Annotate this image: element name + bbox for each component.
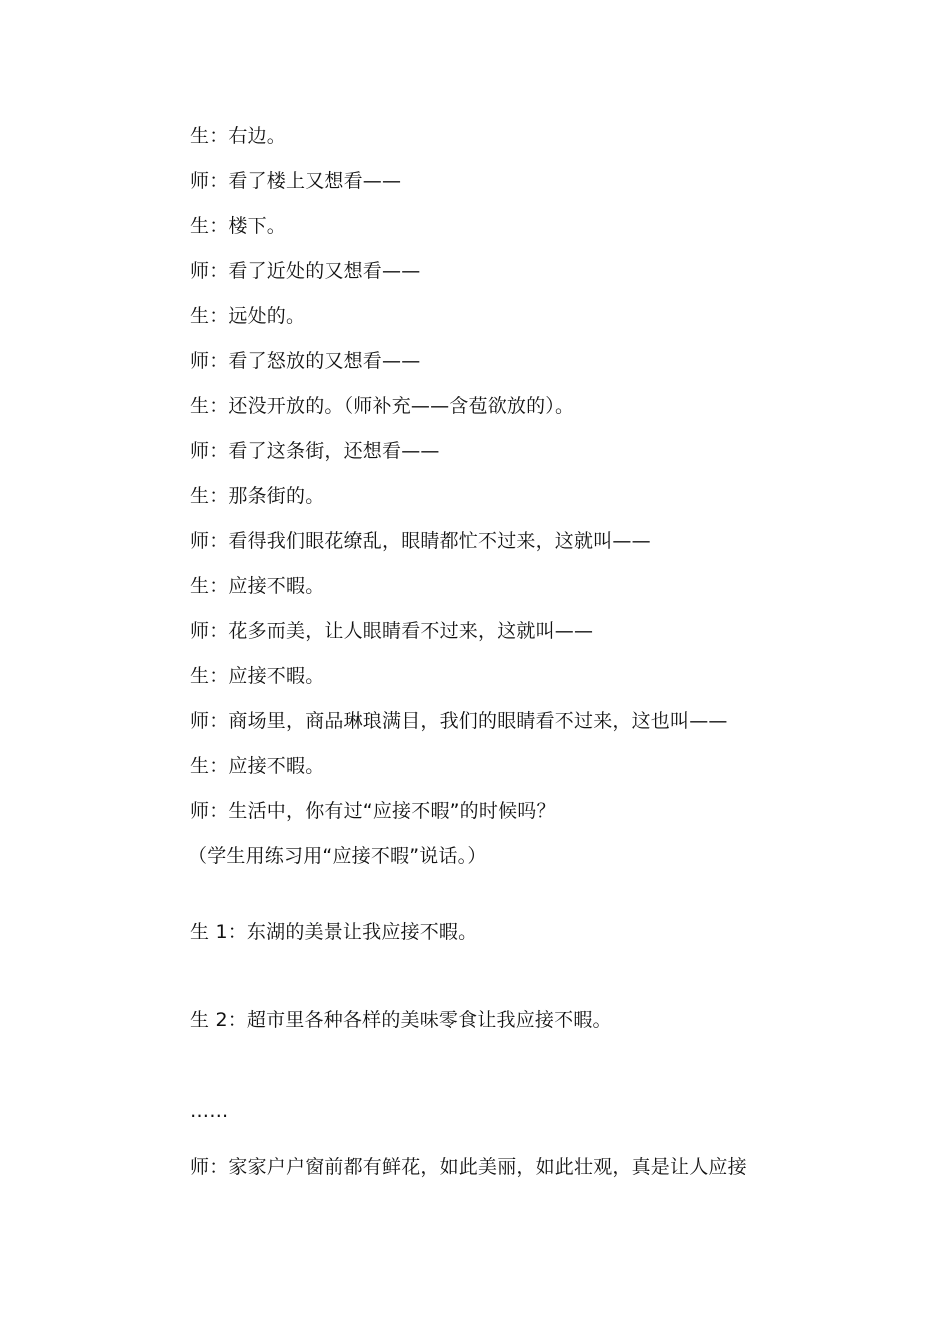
dialogue-line: 生：右边。 — [190, 125, 287, 147]
dialogue-line: 生 1：东湖的美景让我应接不暇。 — [190, 921, 478, 943]
stage-direction: （学生用练习用“应接不暇”说话。） — [188, 845, 487, 867]
dialogue-line: 师：看了这条街，还想看—— — [190, 440, 440, 462]
dialogue-line: 生：应接不暇。 — [190, 755, 325, 777]
dialogue-line: 师：商场里，商品琳琅满目，我们的眼睛看不过来，这也叫—— — [190, 710, 728, 732]
dialogue-line: 生：远处的。 — [190, 305, 306, 327]
dialogue-line: 生：应接不暇。 — [190, 575, 325, 597]
dialogue-line: 师：家家户户窗前都有鲜花，如此美丽，如此壮观，真是让人应接 — [190, 1156, 747, 1178]
dialogue-line: 生 2：超市里各种各样的美味零食让我应接不暇。 — [190, 1009, 612, 1031]
dialogue-line: 师：看了怒放的又想看—— — [190, 350, 421, 372]
dialogue-line: 生：还没开放的。（师补充——含苞欲放的）。 — [190, 395, 575, 417]
dialogue-line: 师：看得我们眼花缭乱，眼睛都忙不过来，这就叫—— — [190, 530, 651, 552]
ellipsis: …… — [190, 1100, 229, 1122]
dialogue-line: 生：楼下。 — [190, 215, 287, 237]
dialogue-line: 生：那条街的。 — [190, 485, 325, 507]
dialogue-line: 师：生活中，你有过“应接不暇”的时候吗？ — [190, 800, 556, 822]
dialogue-line: 生：应接不暇。 — [190, 665, 325, 687]
dialogue-line: 师：花多而美，让人眼睛看不过来，这就叫—— — [190, 620, 594, 642]
dialogue-line: 师：看了近处的又想看—— — [190, 260, 421, 282]
dialogue-line: 师：看了楼上又想看—— — [190, 170, 402, 192]
